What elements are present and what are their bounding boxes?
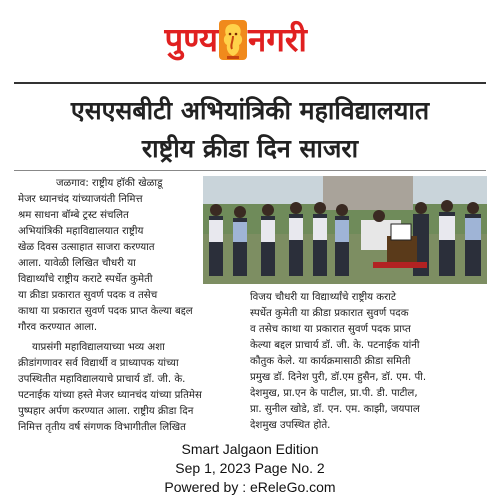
article-line: जळगाव: राष्ट्रीय हॉकी खेळाडू	[56, 178, 163, 189]
edition-label: Smart Jalgaon Edition	[181, 441, 319, 457]
article-column-1	[18, 176, 200, 272]
divider-top	[14, 82, 486, 84]
article-line: उपस्थितीत महाविद्यालयाचे प्राचार्य डॉ. जी. के.	[18, 374, 186, 385]
article-column-2	[250, 290, 486, 434]
article-line: व तसेच काथा या प्रकारात सुवर्ण पदक प्राप्त	[250, 324, 411, 335]
article-line: स्पर्धेत कुमेती या क्रीडा प्रकारात सुवर्ण पदक	[250, 308, 409, 319]
article-line: देशमुख उपस्थित होते.	[250, 420, 331, 431]
masthead-title-left: पुण्य	[164, 20, 218, 59]
article-column-1-wide	[18, 272, 228, 336]
article-line: पुष्पहार अर्पण करण्यात आला. राष्ट्रीय क्रीडा दिन	[18, 406, 194, 417]
ganesha-logo-icon	[218, 18, 248, 62]
article-line: विजय चौधरी या विद्यार्थ्यांचे राष्ट्रीय कराटे	[250, 292, 397, 303]
masthead	[0, 14, 500, 66]
headline-line-2: राष्ट्रीय क्रीडा दिन साजरा	[141, 134, 359, 163]
event-photo	[203, 176, 487, 284]
article-line: खेळ दिवस उत्साहात साजरा करण्यात	[18, 242, 155, 253]
article-line: अभियांत्रिकी महाविद्यालयात राष्ट्रीय	[18, 226, 144, 237]
masthead-title-right: नगरी	[248, 20, 307, 59]
headline-line-1: एसएसबीटी अभियांत्रिकी महाविद्यालयात	[70, 96, 430, 125]
article-line: केल्या बद्दल प्राचार्य डॉ. जी. के. पटनाईक यांनी	[250, 340, 420, 351]
article-line: देशमुख, प्रा.एन के पाटील, प्रा.पी. डी. पाटील,	[250, 388, 418, 399]
article-line: क्रीडांगणावर सर्व विद्यार्थी व प्राध्यापक यांच्या	[18, 358, 179, 369]
article-line: काथा या प्रकारात सुवर्ण पदक प्राप्त केल्या बद्दल	[18, 306, 193, 317]
article-line: प्रा. सुनील खोडे, डॉ. एन. एम. काझी, जयपाल	[250, 404, 420, 415]
article-line: कौतुक केले. या कार्यक्रमासाठी क्रीडा समिती	[250, 356, 411, 367]
date-page-label: Sep 1, 2023 Page No. 2	[175, 460, 325, 476]
article-line: श्रम साधना बॉम्बे ट्रस्ट संचलित	[18, 210, 129, 221]
article-line: मेजर ध्यानचंद यांच्याजयंती निमित्त	[18, 194, 143, 205]
article-line: पटनाईक यांच्या हस्ते मेजर ध्यानचंद यांच्या प्रतिमेस	[18, 390, 202, 401]
article-line: प्रमुख डॉ. दिनेश पुरी, डॉ.एम हुसैन, डॉ. एम. पी.	[250, 372, 427, 383]
powered-by-link[interactable]: Powered by : eReleGo.com	[164, 479, 336, 495]
article-line: गौरव करण्यात आला.	[18, 322, 98, 333]
article-line: विद्यार्थ्यांचे राष्ट्रीय कराटे स्पर्धेत कुमेती	[18, 274, 153, 285]
article-line: निमित्त तृतीय वर्ष संगणक विभागीतील लिखित	[18, 422, 186, 433]
article-column-1-second	[18, 340, 240, 436]
divider-headline	[14, 170, 486, 171]
article-line: याप्रसंगी महाविद्यालयाच्या भव्य अशा	[32, 342, 165, 353]
event-photo-image	[203, 176, 487, 284]
article-line: आला. यावेळी लिखित चौधरी या	[18, 258, 136, 269]
article-line: या क्रीडा प्रकारात सुवर्ण पदक व तसेच	[18, 290, 158, 301]
